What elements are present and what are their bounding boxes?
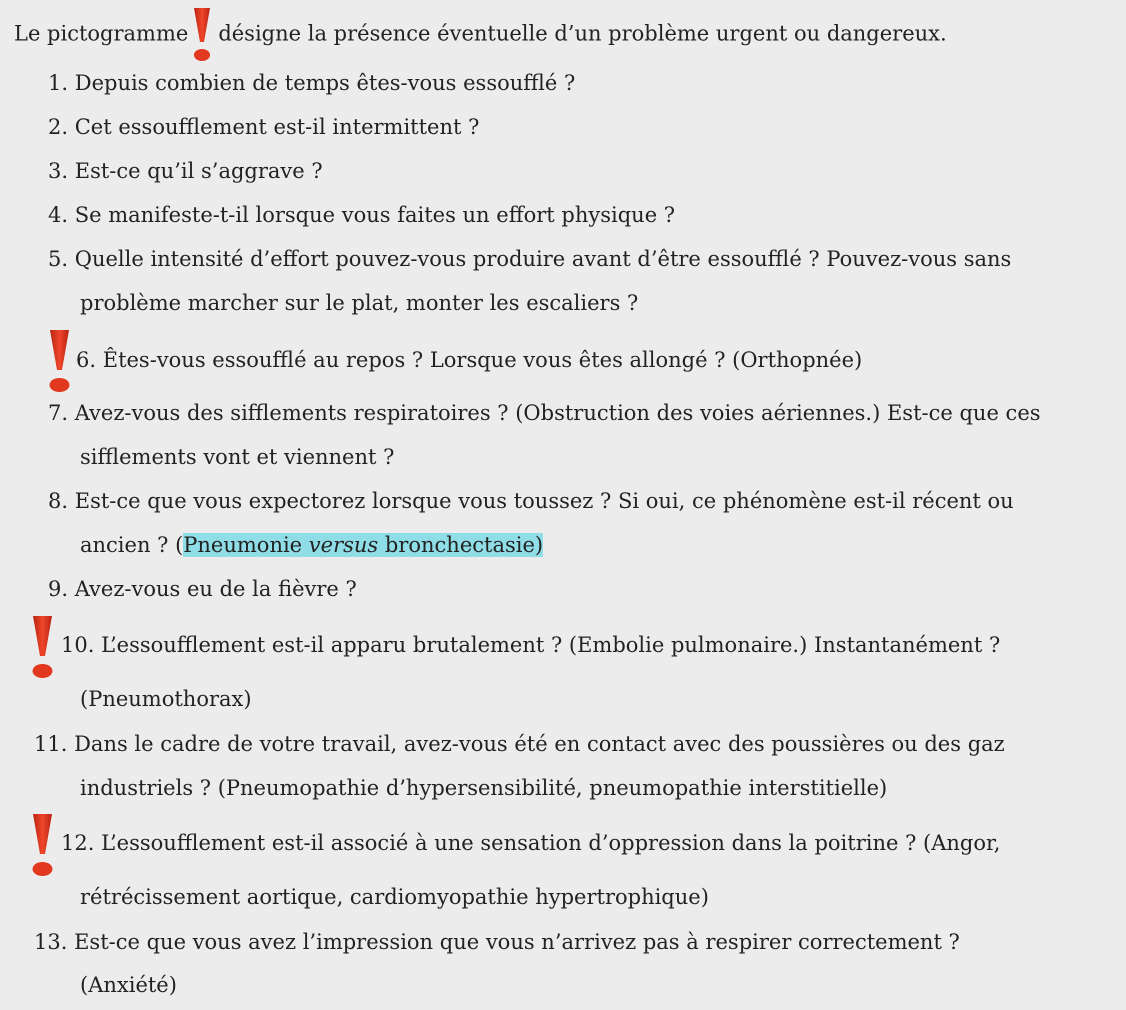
urgent-warning-icon (30, 614, 56, 676)
item-number: 8. (48, 489, 69, 513)
list-item (61, 821, 1000, 865)
item-number: 7. (48, 401, 69, 425)
intro-text-after: désigne la présence éventuelle d’un problème urgent ou dangereux. (218, 21, 947, 46)
item-number: 6. (76, 348, 97, 372)
item-text: rétrécissement aortique, cardiomyopathie hypertrophique) (80, 885, 709, 909)
item-text-prefix: ancien ? ( (80, 533, 184, 557)
item-text: (Anxiété) (80, 973, 177, 997)
item-text: industriels ? (Pneumopathie d’hypersensibilité, pneumopathie interstitielle) (80, 776, 888, 800)
highlight-text-a: Pneumonie (183, 533, 309, 557)
intro-line (14, 6, 947, 64)
urgent-warning-icon (47, 328, 73, 390)
list-item (34, 920, 960, 964)
list-item (48, 149, 323, 193)
highlight-text-b: bronchectasie) (378, 533, 544, 557)
item-text: Dans le cadre de votre travail, avez-vous été en contact avec des poussières ou des gaz (74, 732, 1005, 756)
item-number: 13. (34, 930, 68, 954)
list-item (48, 61, 575, 105)
highlight-text-italic: versus (308, 533, 379, 557)
list-item-continuation (80, 677, 252, 721)
list-item (48, 193, 675, 237)
item-text: Est-ce qu’il s’aggrave ? (74, 159, 323, 183)
item-text: L’essoufflement est-il apparu brutalement ? (Embolie pulmonaire.) Instantanément ? (101, 633, 1001, 657)
item-number: 10. (61, 633, 95, 657)
item-text: Se manifeste-t-il lorsque vous faites un effort physique ? (74, 203, 676, 227)
urgent-warning-icon (192, 6, 212, 64)
list-item (34, 722, 1005, 766)
list-item (76, 338, 862, 382)
item-text: Depuis combien de temps êtes-vous essoufflé ? (74, 71, 576, 95)
item-text: Cet essoufflement est-il intermittent ? (74, 115, 480, 139)
item-number: 4. (48, 203, 69, 227)
item-text: Quelle intensité d’effort pouvez-vous produire avant d’être essoufflé ? Pouvez-vous sans (74, 247, 1012, 271)
item-text: Avez-vous eu de la fièvre ? (74, 577, 357, 601)
item-text: problème marcher sur le plat, monter les escaliers ? (80, 291, 639, 315)
item-number: 1. (48, 71, 69, 95)
item-number: 2. (48, 115, 69, 139)
item-text: Est-ce que vous avez l’impression que vous n’arrivez pas à respirer correctement ? (74, 930, 960, 954)
list-item-continuation (80, 435, 394, 479)
list-item-continuation (80, 875, 709, 919)
list-item (61, 623, 1000, 667)
list-item-continuation (80, 766, 887, 810)
item-text: Avez-vous des sifflements respiratoires ? (Obstruction des voies aériennes.) Est-ce que ces (74, 401, 1041, 425)
item-text: Êtes-vous essoufflé au repos ? Lorsque vous êtes allongé ? (Orthopnée) (102, 348, 863, 372)
item-number: 12. (61, 831, 95, 855)
item-text: Est-ce que vous expectorez lorsque vous toussez ? Si oui, ce phénomène est-il récent ou (74, 489, 1014, 513)
item-number: 3. (48, 159, 69, 183)
list-item-continuation (80, 963, 177, 1007)
intro-text-before: Le pictogramme (14, 21, 189, 46)
list-item (48, 237, 1011, 281)
item-number: 5. (48, 247, 69, 271)
item-text: (Pneumothorax) (80, 687, 252, 711)
list-item (48, 391, 1041, 435)
item-text: sifflements vont et viennent ? (80, 445, 395, 469)
urgent-warning-icon (30, 812, 56, 874)
list-item-continuation (80, 523, 543, 567)
list-item (48, 105, 479, 149)
item-number: 9. (48, 577, 69, 601)
highlighted-diagnosis (183, 533, 543, 557)
list-item-continuation (80, 281, 638, 325)
item-number: 11. (34, 732, 68, 756)
list-item (48, 479, 1014, 523)
item-text: L’essoufflement est-il associé à une sensation d’oppression dans la poitrine ? (Angor, (101, 831, 1001, 855)
list-item (48, 567, 357, 611)
